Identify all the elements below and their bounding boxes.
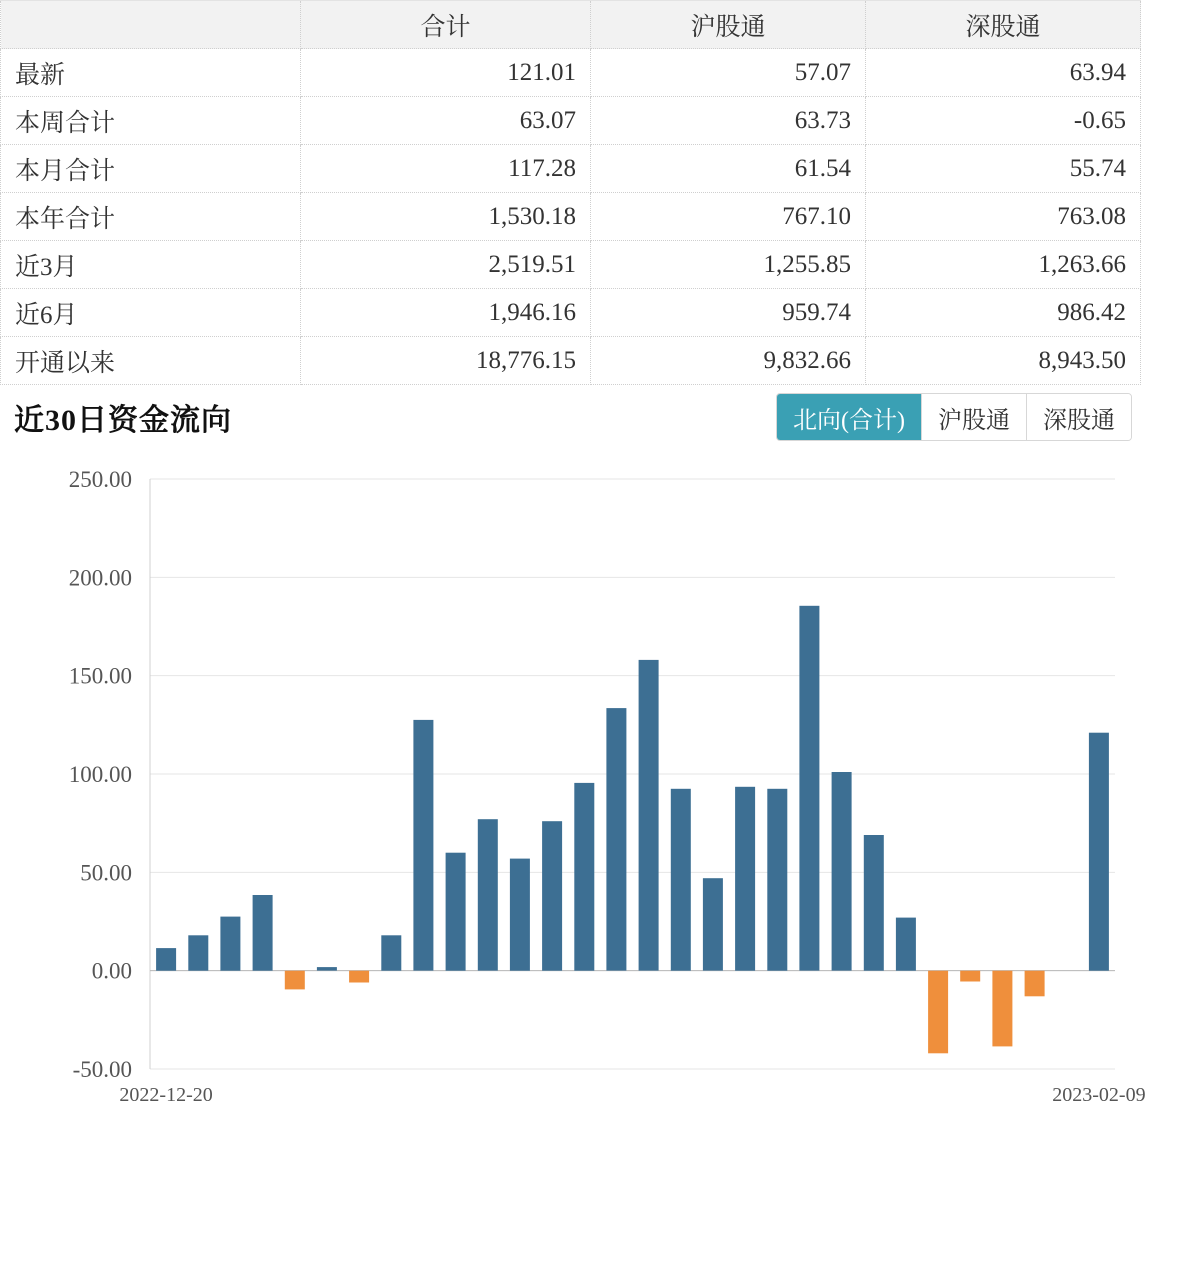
table-row [1, 49, 1141, 97]
chart-bar[interactable] [220, 917, 240, 971]
y-tick-label: 250.00 [68, 467, 132, 492]
chart-bar[interactable] [767, 789, 787, 971]
cell-sh: 9,832.66 [591, 337, 866, 385]
chart-bar[interactable] [253, 895, 273, 971]
row-label: 近3月 [1, 241, 301, 289]
market-tab-group [776, 393, 1132, 441]
chart-bar[interactable] [703, 878, 723, 970]
chart-bar[interactable] [317, 967, 337, 971]
cell-total: 18,776.15 [301, 337, 591, 385]
table-row [1, 241, 1141, 289]
flow-bar-chart-svg [0, 449, 1188, 1209]
section-header [0, 385, 1140, 449]
cell-total: 63.07 [301, 97, 591, 145]
x-tick-label: 2023-02-09 [1052, 1084, 1146, 1106]
row-label: 最新 [1, 49, 301, 97]
chart-bar[interactable] [606, 708, 626, 971]
chart-bar[interactable] [413, 720, 433, 971]
chart-bar[interactable] [1025, 971, 1045, 997]
y-tick-label: 50.00 [80, 860, 132, 886]
chart-bar[interactable] [832, 772, 852, 971]
cell-sh: 959.74 [591, 289, 866, 337]
y-tick-label: 100.00 [68, 762, 132, 787]
cell-sh: 1,255.85 [591, 241, 866, 289]
cell-sz: 1,263.66 [866, 241, 1141, 289]
cell-sz: 986.42 [866, 289, 1141, 337]
chart-bar[interactable] [671, 789, 691, 971]
cell-sz: 8,943.50 [866, 337, 1141, 385]
table-header-row [1, 1, 1141, 49]
capital-flow-summary-table [0, 0, 1141, 385]
column-header-blank [1, 1, 301, 49]
table-row [1, 145, 1141, 193]
cell-sh: 767.10 [591, 193, 866, 241]
column-header-sz: 深股通 [866, 1, 1141, 49]
table-row [1, 97, 1141, 145]
cell-sh: 57.07 [591, 49, 866, 97]
y-tick-label: 0.00 [91, 958, 132, 984]
chart-bar[interactable] [446, 853, 466, 971]
chart-bar[interactable] [960, 971, 980, 982]
chart-bar[interactable] [542, 821, 562, 971]
chart-bar[interactable] [992, 971, 1012, 1047]
summary-table-container [0, 0, 1140, 385]
y-tick-label: 200.00 [68, 565, 132, 591]
chart-bar[interactable] [799, 606, 819, 971]
row-label: 本年合计 [1, 193, 301, 241]
chart-bar[interactable] [864, 835, 884, 971]
cell-sz: 763.08 [866, 193, 1141, 241]
chart-bar[interactable] [639, 660, 659, 971]
cell-sh: 63.73 [591, 97, 866, 145]
table-row [1, 337, 1141, 385]
chart-bar[interactable] [574, 783, 594, 971]
tab-shenzhen-connect[interactable]: 深股通 [1027, 394, 1131, 440]
chart-bar[interactable] [156, 948, 176, 971]
chart-bar[interactable] [735, 787, 755, 971]
row-label: 开通以来 [1, 337, 301, 385]
chart-bar[interactable] [928, 971, 948, 1054]
cell-sh: 61.54 [591, 145, 866, 193]
page-title: 近30日资金流向 [14, 404, 232, 437]
y-tick-label: -50.00 [72, 1057, 132, 1082]
tab-shanghai-connect[interactable]: 沪股通 [922, 394, 1027, 440]
chart-bar[interactable] [896, 918, 916, 971]
chart-bar[interactable] [510, 859, 530, 971]
chart-bar[interactable] [381, 935, 401, 970]
y-tick-label: 150.00 [68, 663, 132, 689]
chart-bar[interactable] [478, 819, 498, 970]
row-label: 本月合计 [1, 145, 301, 193]
cell-total: 1,530.18 [301, 193, 591, 241]
column-header-total: 合计 [301, 1, 591, 49]
chart-bar[interactable] [349, 971, 369, 983]
cell-total: 1,946.16 [301, 289, 591, 337]
chart-bar[interactable] [1089, 733, 1109, 971]
capital-flow-chart [0, 449, 1188, 1209]
column-header-sh: 沪股通 [591, 1, 866, 49]
cell-total: 121.01 [301, 49, 591, 97]
row-label: 本周合计 [1, 97, 301, 145]
chart-bar[interactable] [188, 935, 208, 970]
cell-sz: 55.74 [866, 145, 1141, 193]
table-row [1, 193, 1141, 241]
cell-sz: 63.94 [866, 49, 1141, 97]
chart-bar[interactable] [285, 971, 305, 990]
cell-total: 2,519.51 [301, 241, 591, 289]
cell-sz: -0.65 [866, 97, 1141, 145]
table-row [1, 289, 1141, 337]
x-tick-label: 2022-12-20 [119, 1084, 213, 1106]
tab-northbound-total[interactable]: 北向(合计) [777, 394, 922, 440]
row-label: 近6月 [1, 289, 301, 337]
cell-total: 117.28 [301, 145, 591, 193]
